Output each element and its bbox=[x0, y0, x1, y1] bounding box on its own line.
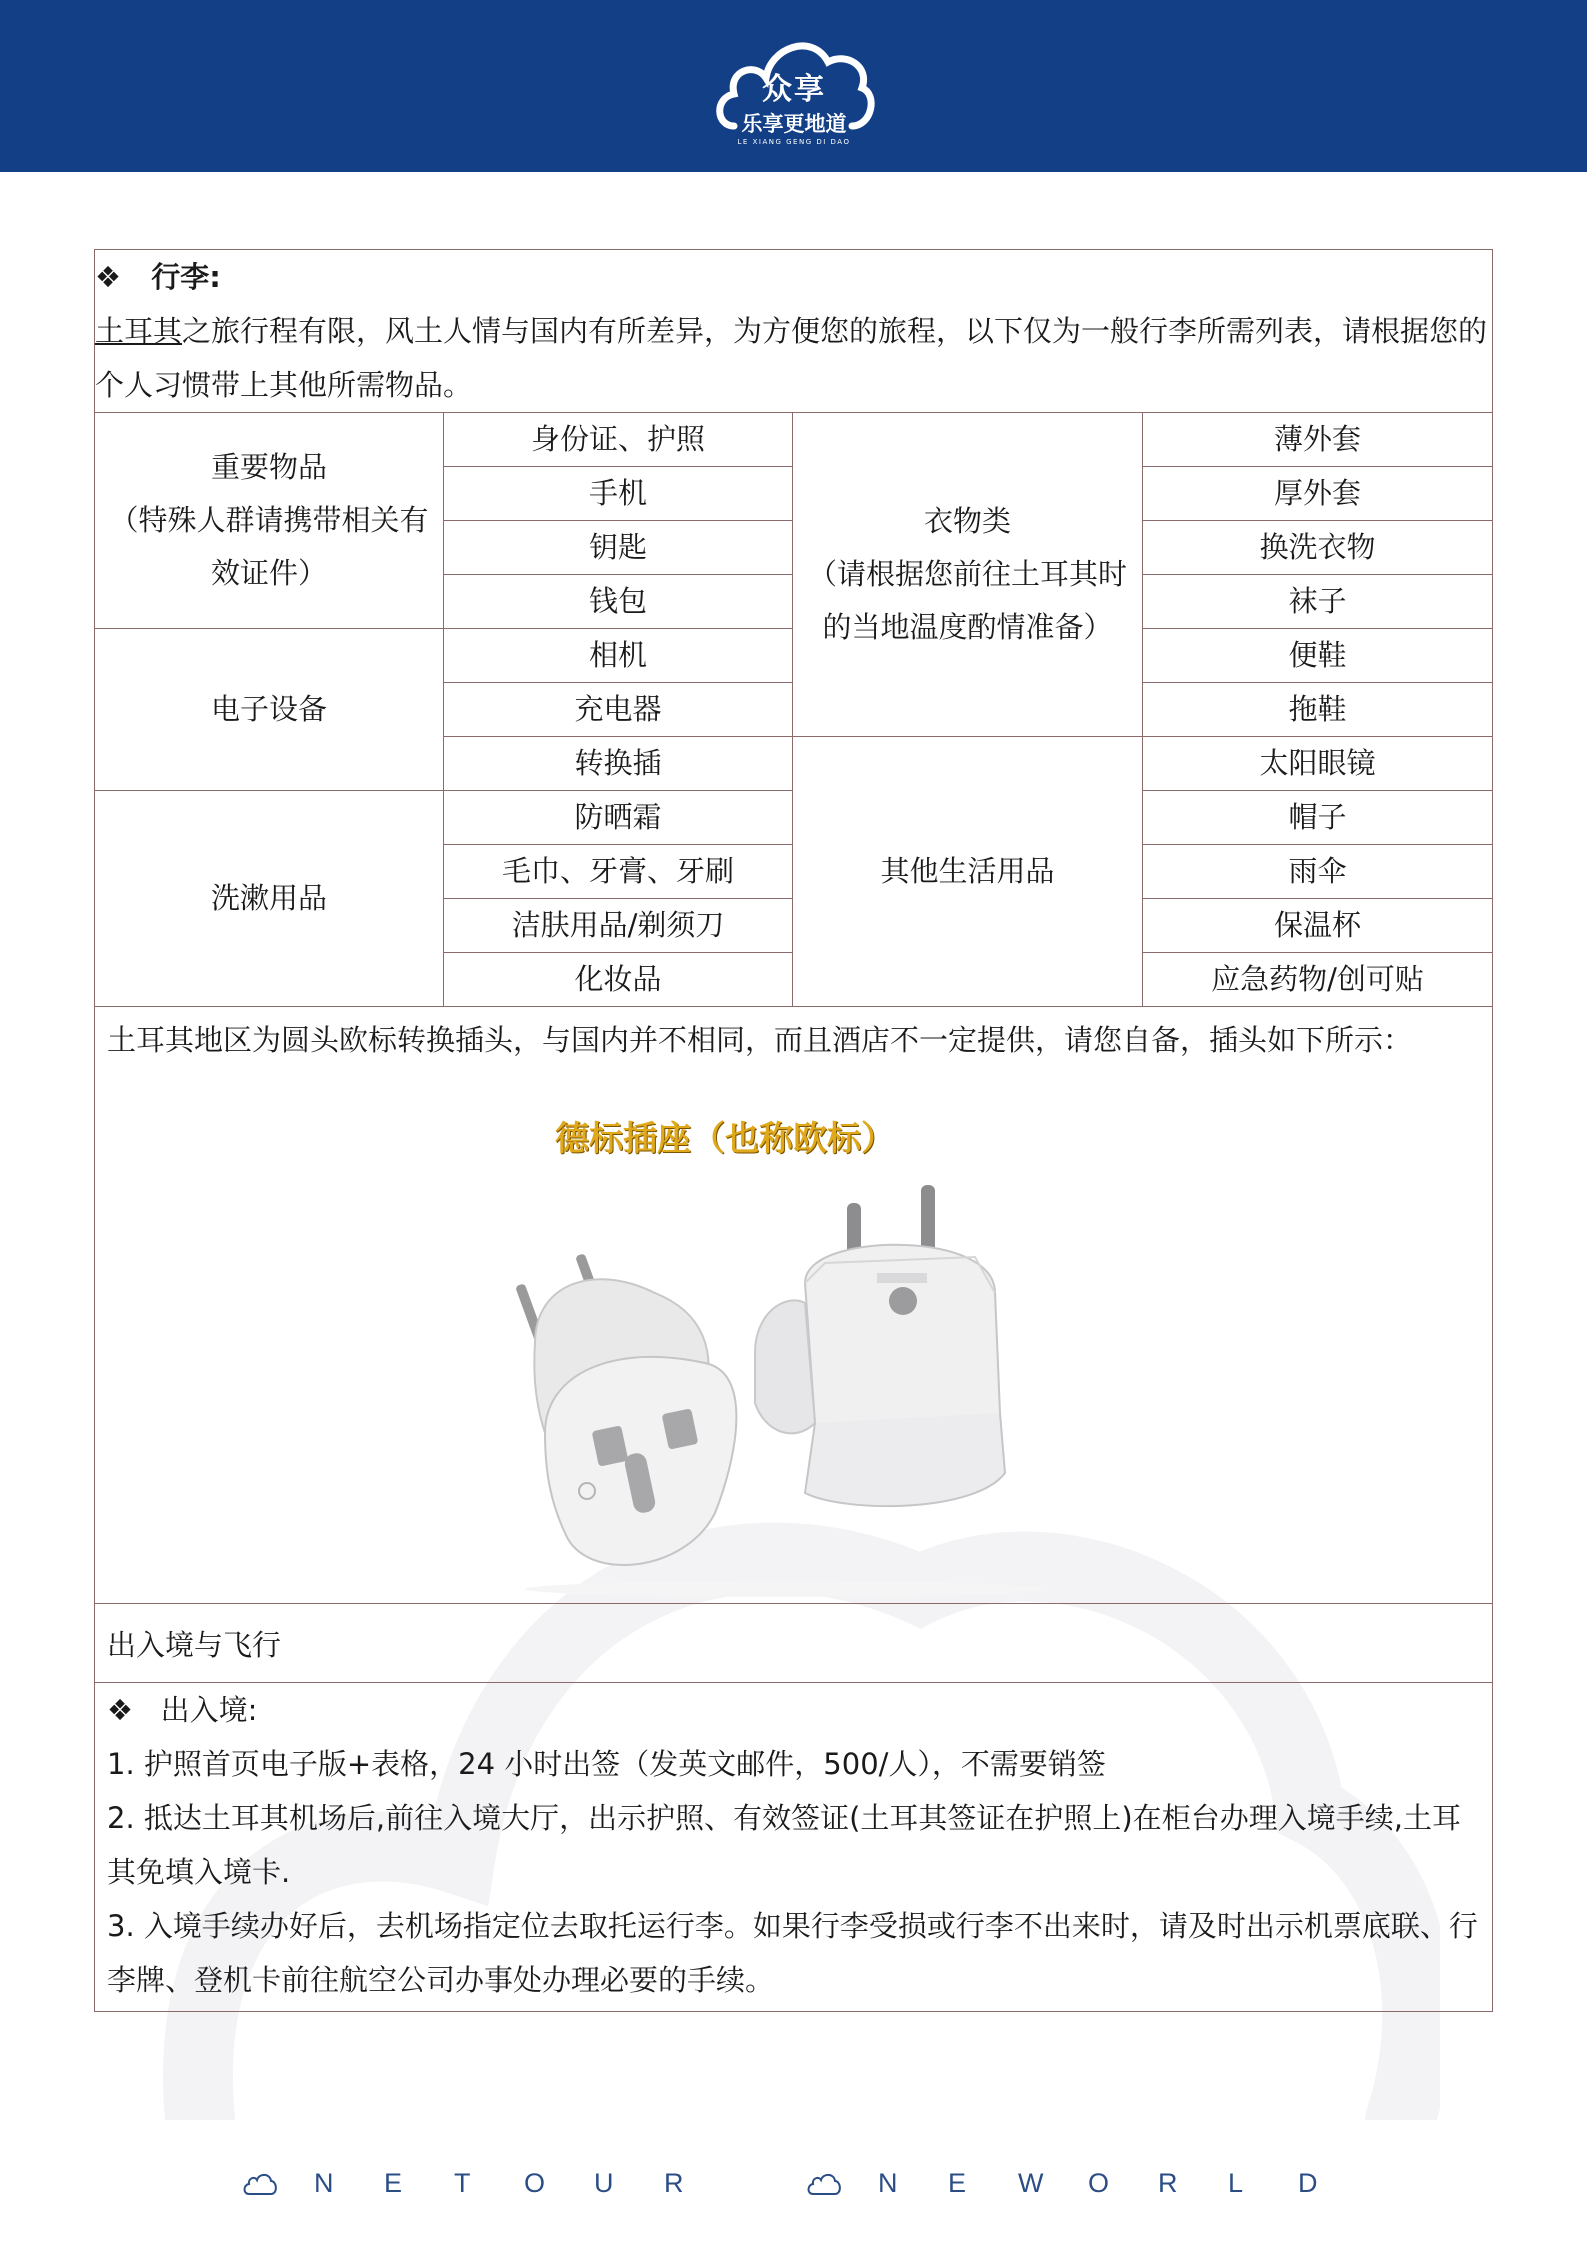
cloud-icon bbox=[242, 2170, 278, 2198]
luggage-heading bbox=[95, 250, 1492, 304]
luggage-title: 行李: bbox=[151, 260, 221, 294]
list-item: 钥匙 bbox=[444, 521, 793, 575]
brand-logo bbox=[712, 22, 876, 152]
list-item: 袜子 bbox=[1143, 575, 1493, 629]
footer-letter: R bbox=[664, 2168, 684, 2198]
entry-section-title-cell bbox=[95, 1604, 1493, 1683]
bullet-icon: ❖ bbox=[107, 1693, 133, 1727]
footer-letter: U bbox=[594, 2168, 614, 2198]
footer-letter: D bbox=[1298, 2168, 1318, 2198]
list-item: 化妆品 bbox=[444, 953, 793, 1007]
list-item: 太阳眼镜 bbox=[1143, 737, 1493, 791]
list-item: 拖鞋 bbox=[1143, 683, 1493, 737]
footer-letter: W bbox=[1018, 2168, 1044, 2198]
category-label: 衣物类 bbox=[923, 504, 1011, 538]
plug-image bbox=[95, 1073, 1492, 1603]
intro-text: 之旅行程有限，风土人情与国内有所差异，为方便您的旅程，以下仅为一般行李所需列表，请根据您的个人习惯带上其他所需物品。 bbox=[95, 314, 1488, 402]
category-other: 其他生活用品 bbox=[793, 737, 1143, 1007]
plug-section bbox=[95, 1007, 1493, 1604]
footer-letter: R bbox=[1158, 2168, 1178, 2198]
page-header bbox=[0, 0, 1587, 172]
list-item: 身份证、护照 bbox=[444, 413, 793, 467]
entry-section bbox=[95, 1683, 1493, 2012]
list-item: 防晒霜 bbox=[444, 791, 793, 845]
cloud-icon bbox=[806, 2170, 842, 2198]
list-item: 充电器 bbox=[444, 683, 793, 737]
bullet-icon: ❖ bbox=[95, 260, 121, 294]
logo-slogan: 乐享更地道 bbox=[741, 112, 847, 136]
page-footer bbox=[0, 2168, 1587, 2208]
list-item: 转换插 bbox=[444, 737, 793, 791]
list-item: 便鞋 bbox=[1143, 629, 1493, 683]
list-item: 手机 bbox=[444, 467, 793, 521]
footer-netour bbox=[242, 2168, 734, 2199]
category-note: （请根据您前往土耳其时的当地温度酌情准备） bbox=[807, 557, 1127, 644]
list-item: 帽子 bbox=[1143, 791, 1493, 845]
plug-image-title: 德标插座（也称欧标） bbox=[555, 1119, 895, 1159]
list-item: 厚外套 bbox=[1143, 467, 1493, 521]
category-label: 重要物品 bbox=[210, 450, 327, 484]
entry-heading bbox=[107, 1683, 1480, 1737]
footer-letter: N bbox=[878, 2168, 898, 2198]
list-item: 钱包 bbox=[444, 575, 793, 629]
luggage-intro-cell bbox=[95, 250, 1493, 413]
list-item: 洁肤用品/剃须刀 bbox=[444, 899, 793, 953]
logo-pinyin: LE XIANG GENG DI DAO bbox=[737, 138, 851, 146]
category-note: （特殊人群请携带相关有效证件） bbox=[109, 503, 429, 590]
footer-newworld bbox=[806, 2168, 1368, 2199]
luggage-intro bbox=[95, 304, 1492, 412]
footer-letter: T bbox=[454, 2168, 471, 2198]
entry-title: 出入境: bbox=[160, 1693, 258, 1727]
footer-letter: E bbox=[384, 2168, 403, 2198]
category-clothing bbox=[793, 413, 1143, 737]
logo-main-text: 众享 bbox=[762, 72, 826, 107]
plug-note: 土耳其地区为圆头欧标转换插头，与国内并不相同，而且酒店不一定提供，请您自备，插头如下所示： bbox=[107, 1023, 1413, 1057]
entry-step: 2. 抵达土耳其机场后,前往入境大厅，出示护照、有效签证(土耳其签证在护照上)在柜台办理入境手续,土耳其免填入境卡. bbox=[107, 1801, 1461, 1889]
footer-letter: O bbox=[524, 2168, 546, 2198]
list-item: 薄外套 bbox=[1143, 413, 1493, 467]
category-toiletries: 洗漱用品 bbox=[95, 791, 444, 1007]
list-item: 相机 bbox=[444, 629, 793, 683]
list-item: 应急药物/创可贴 bbox=[1143, 953, 1493, 1007]
footer-letter: L bbox=[1228, 2168, 1244, 2198]
list-item: 换洗衣物 bbox=[1143, 521, 1493, 575]
entry-content bbox=[95, 1683, 1492, 2011]
category-important bbox=[95, 413, 444, 629]
footer-letter: O bbox=[1088, 2168, 1110, 2198]
entry-step: 3. 入境手续办好后，去机场指定位去取托运行李。如果行李受损或行李不出来时，请及时出示机票底联、行李牌、登机卡前往航空公司办事处办理必要的手续。 bbox=[107, 1909, 1478, 1997]
list-item: 保温杯 bbox=[1143, 899, 1493, 953]
footer-letter: E bbox=[948, 2168, 967, 2198]
entry-step: 1. 护照首页电子版+表格，24 小时出签（发英文邮件，500/人），不需要销签 bbox=[107, 1747, 1106, 1781]
footer-letter: N bbox=[314, 2168, 334, 2198]
list-item: 雨伞 bbox=[1143, 845, 1493, 899]
itinerary-table bbox=[94, 249, 1493, 2012]
list-item: 毛巾、牙膏、牙刷 bbox=[444, 845, 793, 899]
euro-plug-adapter-icon bbox=[505, 1173, 1065, 1603]
entry-section-title: 出入境与飞行 bbox=[107, 1628, 282, 1662]
category-electronics: 电子设备 bbox=[95, 629, 444, 791]
intro-country: 土耳其 bbox=[95, 314, 183, 348]
